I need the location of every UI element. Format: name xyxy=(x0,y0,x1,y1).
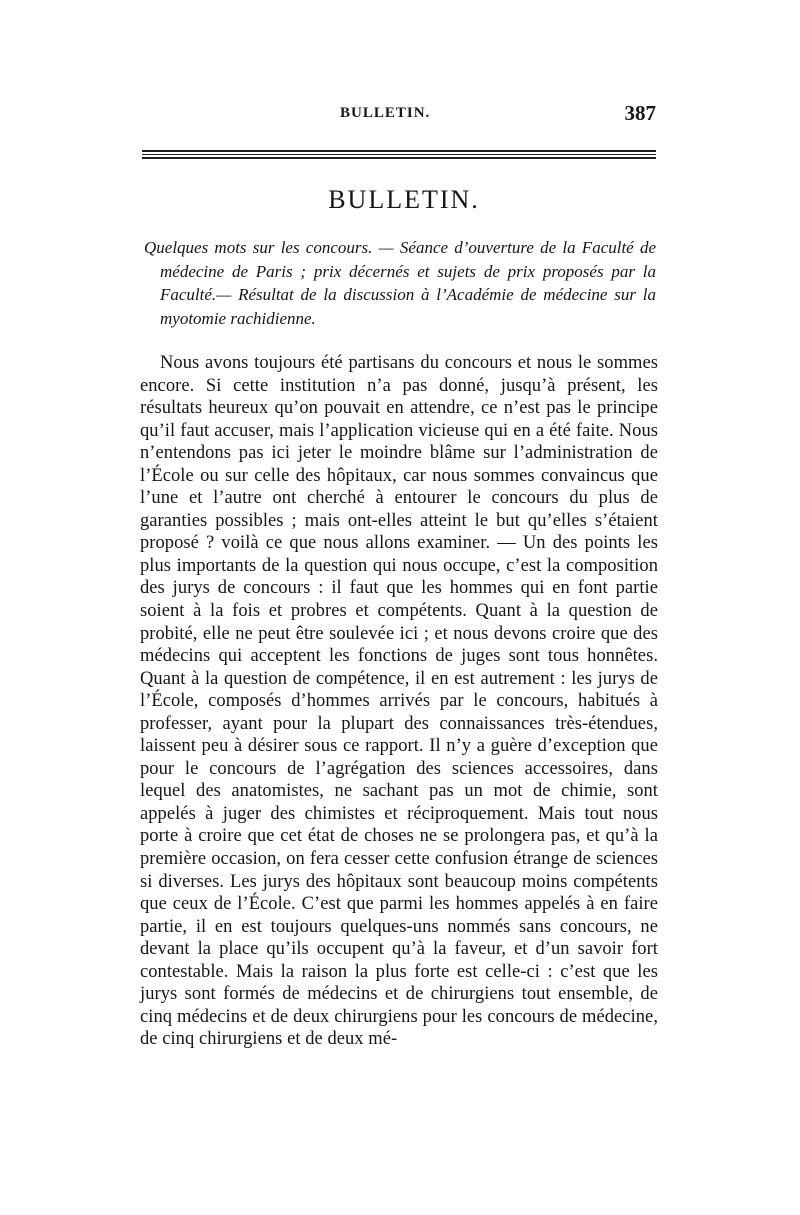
header-rule-middle xyxy=(142,154,656,155)
running-title: BULLETIN. xyxy=(340,105,431,121)
page-number: 387 xyxy=(624,101,656,125)
section-summary: Quelques mots sur les concours. — Séance d’ouverture de la Faculté de médecine de Paris ; prix décernés et sujets de prix proposés par la Faculté.— Résultat de la discussion à l’Académie de médecine sur la myotomie rachidienne. xyxy=(144,238,656,328)
header-rule-top xyxy=(142,150,656,152)
header-rule-bottom xyxy=(142,157,656,159)
body-paragraph: Nous avons toujours été partisans du concours et nous le sommes encore. Si cette institution n’a pas donné, jusqu’à présent, les résultats heureux qu’on pouvait en attendre, ce n’est pas le principe qu’il faut accuser, mais l’application vicieuse qui en a été faite. Nous n’entendons pas ici jeter le moindre blâme sur l’administration de l’École ou sur celle des hôpitaux, car nous sommes convaincus que l’une et l’autre ont cherché à entourer le concours du plus de garanties possibles ; mais ont-elles atteint le but qu’elles s’étaient proposé ? voilà ce que nous allons examiner. — Un des points les plus importants de la question qui nous occupe, c’est la composition des jurys de concours : il faut que les hommes qui en font partie soient à la fois et probres et compétents. Quant à la question de probité, elle ne peut être soulevée ici ; et nous devons croire que des médecins qui acceptent les fonctions de juges sont tous honnêtes. Quant à la question de compétence, il en est autrement : les jurys de l’École, composés d’hommes arrivés par le concours, habitués à professer, ayant pour la plupart des connaissances très-étendues, laissent peu à désirer sous ce rapport. Il n’y a guère d’exception que pour le concours de l’agrégation des sciences accessoires, dans lequel des anatomistes, ne sachant pas un mot de chimie, sont appelés à juger des chimistes et réciproquement. Mais tout nous porte à croire que cet état de choses ne se prolongera pas, et qu’à la première occasion, on fera cesser cette confusion étrange de sciences si diverses. Les jurys des hôpitaux sont beaucoup moins compétents que ceux de l’École. C’est que parmi les hommes appelés à en faire partie, il en est toujours quelques-uns nommés sans concours, ne devant la place qu’ils occupent qu’à la faveur, et d’un savoir fort contestable. Mais la raison la plus forte est celle-ci : c’est que les jurys sont formés de médecins et de chirurgiens tout ensemble, de cinq médecins et de deux chirurgiens pour les concours de médecine, de cinq chirurgiens et de deux mé- xyxy=(140,353,658,1050)
section-title: BULLETIN. xyxy=(328,185,480,214)
running-head xyxy=(140,101,658,127)
